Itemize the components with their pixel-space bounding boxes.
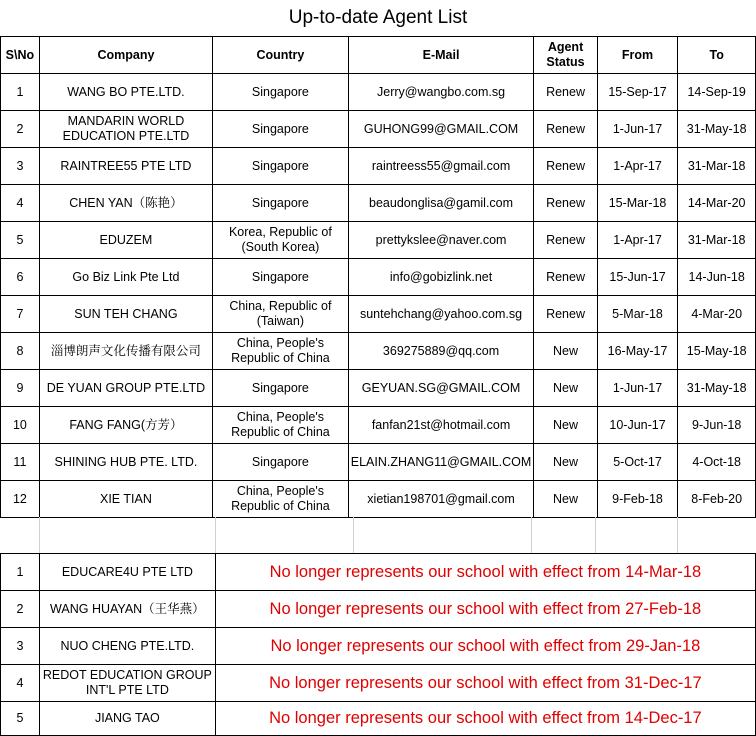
cell-sno: 11 xyxy=(1,444,40,481)
table-row xyxy=(1,665,756,702)
cell-country: China, People's Republic of China xyxy=(213,481,349,518)
cell-sno: 2 xyxy=(1,591,40,628)
cell-to: 31-May-18 xyxy=(678,111,756,148)
cell-company: Go Biz Link Pte Ltd xyxy=(39,259,212,296)
cell-from: 16-May-17 xyxy=(597,333,678,370)
cell-email: xietian198701@gmail.com xyxy=(348,481,534,518)
cell-country: Singapore xyxy=(213,370,349,407)
cell-from: 9-Feb-18 xyxy=(597,481,678,518)
table-row xyxy=(1,222,756,259)
table-row xyxy=(1,554,756,591)
cell-country: Singapore xyxy=(213,111,349,148)
former-agent-table xyxy=(0,553,756,736)
header-agent-status: Agent Status xyxy=(534,37,597,74)
cell-company: JIANG TAO xyxy=(39,702,215,736)
cell-company: EDUZEM xyxy=(39,222,212,259)
cell-sno: 3 xyxy=(1,628,40,665)
cell-company: REDOT EDUCATION GROUP INT'L PTE LTD xyxy=(39,665,215,702)
page-title: Up-to-date Agent List xyxy=(288,7,468,28)
cell-country: Singapore xyxy=(213,74,349,111)
cell-sno: 6 xyxy=(1,259,40,296)
cell-sno: 12 xyxy=(1,481,40,518)
cell-status-note: No longer represents our school with effect from 29-Jan-18 xyxy=(215,628,755,665)
cell-sno: 4 xyxy=(1,665,40,702)
cell-agent-status: New xyxy=(534,370,597,407)
former-agent-rows xyxy=(1,554,756,736)
cell-agent-status: New xyxy=(534,481,597,518)
cell-from: 5-Mar-18 xyxy=(597,296,678,333)
header-sno: S\No xyxy=(1,37,40,74)
cell-company: WANG HUAYAN（王华燕） xyxy=(39,591,215,628)
cell-from: 15-Sep-17 xyxy=(597,74,678,111)
cell-sno: 5 xyxy=(1,702,40,736)
cell-company: 淄博朗声文化传播有限公司 xyxy=(39,333,212,370)
cell-country: Singapore xyxy=(213,259,349,296)
cell-country: Singapore xyxy=(213,185,349,222)
cell-company: FANG FANG(方芳） xyxy=(39,407,212,444)
cell-agent-status: Renew xyxy=(534,74,597,111)
table-row xyxy=(1,591,756,628)
cell-from: 1-Jun-17 xyxy=(597,370,678,407)
cell-to: 14-Mar-20 xyxy=(678,185,756,222)
cell-status-note: No longer represents our school with effect from 14-Mar-18 xyxy=(215,554,755,591)
table-row xyxy=(1,296,756,333)
table-gap xyxy=(0,517,756,553)
cell-sno: 3 xyxy=(1,148,40,185)
cell-email: GEYUAN.SG@GMAIL.COM xyxy=(348,370,534,407)
agent-rows xyxy=(1,74,756,518)
table-row xyxy=(1,111,756,148)
cell-from: 15-Mar-18 xyxy=(597,185,678,222)
cell-sno: 1 xyxy=(1,554,40,591)
cell-agent-status: Renew xyxy=(534,111,597,148)
header-to: To xyxy=(678,37,756,74)
cell-agent-status: Renew xyxy=(534,259,597,296)
cell-status-note: No longer represents our school with effect from 14-Dec-17 xyxy=(215,702,755,736)
table-row xyxy=(1,481,756,518)
cell-company: CHEN YAN（陈艳） xyxy=(39,185,212,222)
cell-agent-status: New xyxy=(534,444,597,481)
cell-email: beaudonglisa@gamil.com xyxy=(348,185,534,222)
cell-agent-status: Renew xyxy=(534,185,597,222)
cell-to: 4-Mar-20 xyxy=(678,296,756,333)
cell-to: 31-Mar-18 xyxy=(678,222,756,259)
table-row xyxy=(1,370,756,407)
cell-from: 1-Apr-17 xyxy=(597,148,678,185)
cell-from: 5-Oct-17 xyxy=(597,444,678,481)
cell-agent-status: New xyxy=(534,333,597,370)
cell-agent-status: New xyxy=(534,407,597,444)
table-row xyxy=(1,444,756,481)
agent-table xyxy=(0,36,756,518)
header-from: From xyxy=(597,37,678,74)
cell-status-note: No longer represents our school with effect from 27-Feb-18 xyxy=(215,591,755,628)
cell-email: GUHONG99@GMAIL.COM xyxy=(348,111,534,148)
cell-email: 369275889@qq.com xyxy=(348,333,534,370)
cell-country: China, People's Republic of China xyxy=(213,407,349,444)
cell-sno: 4 xyxy=(1,185,40,222)
cell-company: WANG BO PTE.LTD. xyxy=(39,74,212,111)
cell-to: 31-Mar-18 xyxy=(678,148,756,185)
cell-country: Singapore xyxy=(213,444,349,481)
cell-sno: 2 xyxy=(1,111,40,148)
cell-to: 8-Feb-20 xyxy=(678,481,756,518)
cell-company: DE YUAN GROUP PTE.LTD xyxy=(39,370,212,407)
header-country: Country xyxy=(213,37,349,74)
cell-country: Singapore xyxy=(213,148,349,185)
cell-email: ELAIN.ZHANG11@GMAIL.COM xyxy=(348,444,534,481)
cell-to: 9-Jun-18 xyxy=(678,407,756,444)
header-row xyxy=(1,37,756,74)
table-row xyxy=(1,407,756,444)
cell-email: Jerry@wangbo.com.sg xyxy=(348,74,534,111)
cell-to: 14-Jun-18 xyxy=(678,259,756,296)
table-row xyxy=(1,702,756,736)
cell-sno: 8 xyxy=(1,333,40,370)
cell-company: SHINING HUB PTE. LTD. xyxy=(39,444,212,481)
cell-company: EDUCARE4U PTE LTD xyxy=(39,554,215,591)
cell-agent-status: Renew xyxy=(534,148,597,185)
cell-status-note: No longer represents our school with effect from 31-Dec-17 xyxy=(215,665,755,702)
cell-email: fanfan21st@hotmail.com xyxy=(348,407,534,444)
cell-email: suntehchang@yahoo.com.sg xyxy=(348,296,534,333)
cell-sno: 5 xyxy=(1,222,40,259)
cell-company: XIE TIAN xyxy=(39,481,212,518)
cell-to: 4-Oct-18 xyxy=(678,444,756,481)
table-row xyxy=(1,74,756,111)
cell-to: 14-Sep-19 xyxy=(678,74,756,111)
cell-to: 15-May-18 xyxy=(678,333,756,370)
cell-to: 31-May-18 xyxy=(678,370,756,407)
table-row xyxy=(1,259,756,296)
cell-from: 15-Jun-17 xyxy=(597,259,678,296)
cell-from: 1-Apr-17 xyxy=(597,222,678,259)
cell-sno: 10 xyxy=(1,407,40,444)
cell-country: Korea, Republic of (South Korea) xyxy=(213,222,349,259)
table-row xyxy=(1,185,756,222)
table-row xyxy=(1,333,756,370)
cell-sno: 7 xyxy=(1,296,40,333)
header-email: E-Mail xyxy=(348,37,534,74)
cell-email: info@gobizlink.net xyxy=(348,259,534,296)
cell-country: China, People's Republic of China xyxy=(213,333,349,370)
cell-company: SUN TEH CHANG xyxy=(39,296,212,333)
cell-sno: 9 xyxy=(1,370,40,407)
cell-from: 10-Jun-17 xyxy=(597,407,678,444)
cell-sno: 1 xyxy=(1,74,40,111)
cell-email: raintreess55@gmail.com xyxy=(348,148,534,185)
cell-email: prettykslee@naver.com xyxy=(348,222,534,259)
table-row xyxy=(1,628,756,665)
cell-agent-status: Renew xyxy=(534,222,597,259)
cell-company: RAINTREE55 PTE LTD xyxy=(39,148,212,185)
cell-company: NUO CHENG PTE.LTD. xyxy=(39,628,215,665)
cell-agent-status: Renew xyxy=(534,296,597,333)
header-company: Company xyxy=(39,37,212,74)
table-row xyxy=(1,148,756,185)
cell-from: 1-Jun-17 xyxy=(597,111,678,148)
cell-company: MANDARIN WORLD EDUCATION PTE.LTD xyxy=(39,111,212,148)
cell-country: China, Republic of (Taiwan) xyxy=(213,296,349,333)
